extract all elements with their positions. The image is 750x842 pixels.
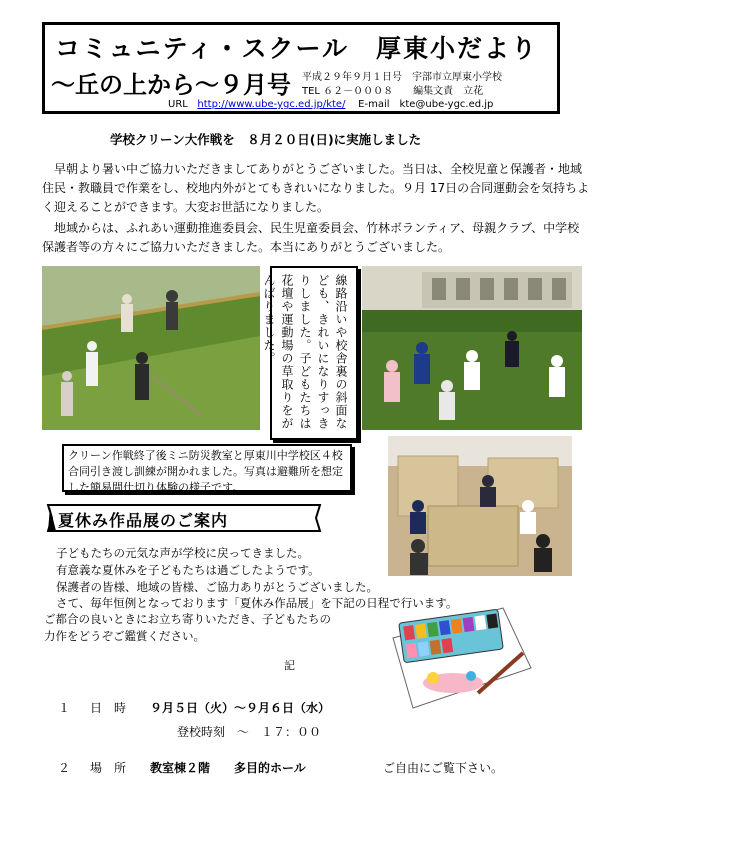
ki-mark: 記 (284, 659, 295, 672)
drill-caption-box: クリーン作戦終了後ミニ防災教室と厚東川中学校区４校合同引き渡し訓練が開かれました。写真は避難所を想定した簡易間仕切り体験の様子です。 (62, 444, 352, 492)
schedule-label-datetime: 日 時 (90, 701, 127, 715)
exhibition-line-1: 子どもたちの元気な声が学校に戻ってきました。 (56, 546, 309, 560)
exhibition-line-3: 保護者の皆様、地域の皆様、ご協力ありがとうございました。 (56, 580, 378, 594)
schedule-value-datetime: ９月５日（火）～９月６日（水） (150, 701, 331, 715)
url-label: URL (168, 99, 188, 110)
email-text: E-mail kte@ube-ygc.ed.jp (358, 99, 494, 110)
schedule-note: ご自由にご覧下さい。 (383, 761, 504, 775)
schedule-num-2: ２ (58, 761, 71, 775)
photo-schoolyard-weeding (362, 266, 582, 430)
vertical-caption-text: 線路沿いや校舎裏の斜面なども、きれいになりすっきりしました。子どもたちは花壇や運動場の草取りをがんばりました。 (262, 274, 348, 430)
article-paragraph-2: 地域からは、ふれあい運動推進委員会、民生児童委員会、竹林ボランティア、母親クラブ、中学校保護者等の方々にご協力いただきました。本当にありがとうございました。 (42, 221, 580, 254)
exhibition-line-5: ご都合の良いときにお立ち寄りいただき、子どもたちの (44, 612, 332, 626)
schedule-num-1: １ (58, 701, 71, 715)
photo-slope-cleanup (42, 266, 260, 430)
tel-editor: TEL ６２－０００８ 編集文責 立花 (302, 86, 484, 97)
article-paragraph-1: 早朝より暑い中ご協力いただきましてありがとうございました。当日は、全校児童と保護者・地域住民・教職員で作業をし、校地内外がとてもきれいになりました。９月 17日の合同運動会を気持ちよく迎えることができます。大変お世話になりました。 (42, 162, 590, 214)
issue-title: ～丘の上から～９月号 (51, 71, 291, 99)
article-headline: 学校クリーン大作戦を ８月２０日(日)に実施しました (110, 132, 422, 147)
exhibition-title: 夏休み作品展のご案内 (58, 511, 229, 530)
issue-date-school: 平成２９年９月１日号 宇部市立厚東小学校 (302, 72, 502, 83)
schedule-value-place: 教室棟２階 多目的ホール (150, 761, 306, 775)
photo-evacuation-partition (388, 436, 572, 576)
exhibition-line-4: さて、毎年恒例となっております「夏休み作品展」を下記の日程で行います。 (56, 596, 458, 610)
school-url-link[interactable]: http://www.ube-ygc.ed.jp/kte/ (197, 99, 346, 110)
newsletter-title: コミュニティ・スクール 厚東小だより (55, 34, 539, 63)
contact-line (168, 95, 493, 110)
art-supplies-illustration (383, 598, 533, 712)
exhibition-line-6: 力作をどうぞご鑑賞ください。 (44, 629, 205, 643)
exhibition-line-2: 有意義な夏休みを子どもたちは過ごしたようです。 (56, 563, 320, 577)
schedule-label-place: 場 所 (90, 761, 127, 775)
vertical-caption-box (262, 266, 358, 440)
schedule-time: 登校時刻 ～ １７：００ (177, 725, 322, 739)
